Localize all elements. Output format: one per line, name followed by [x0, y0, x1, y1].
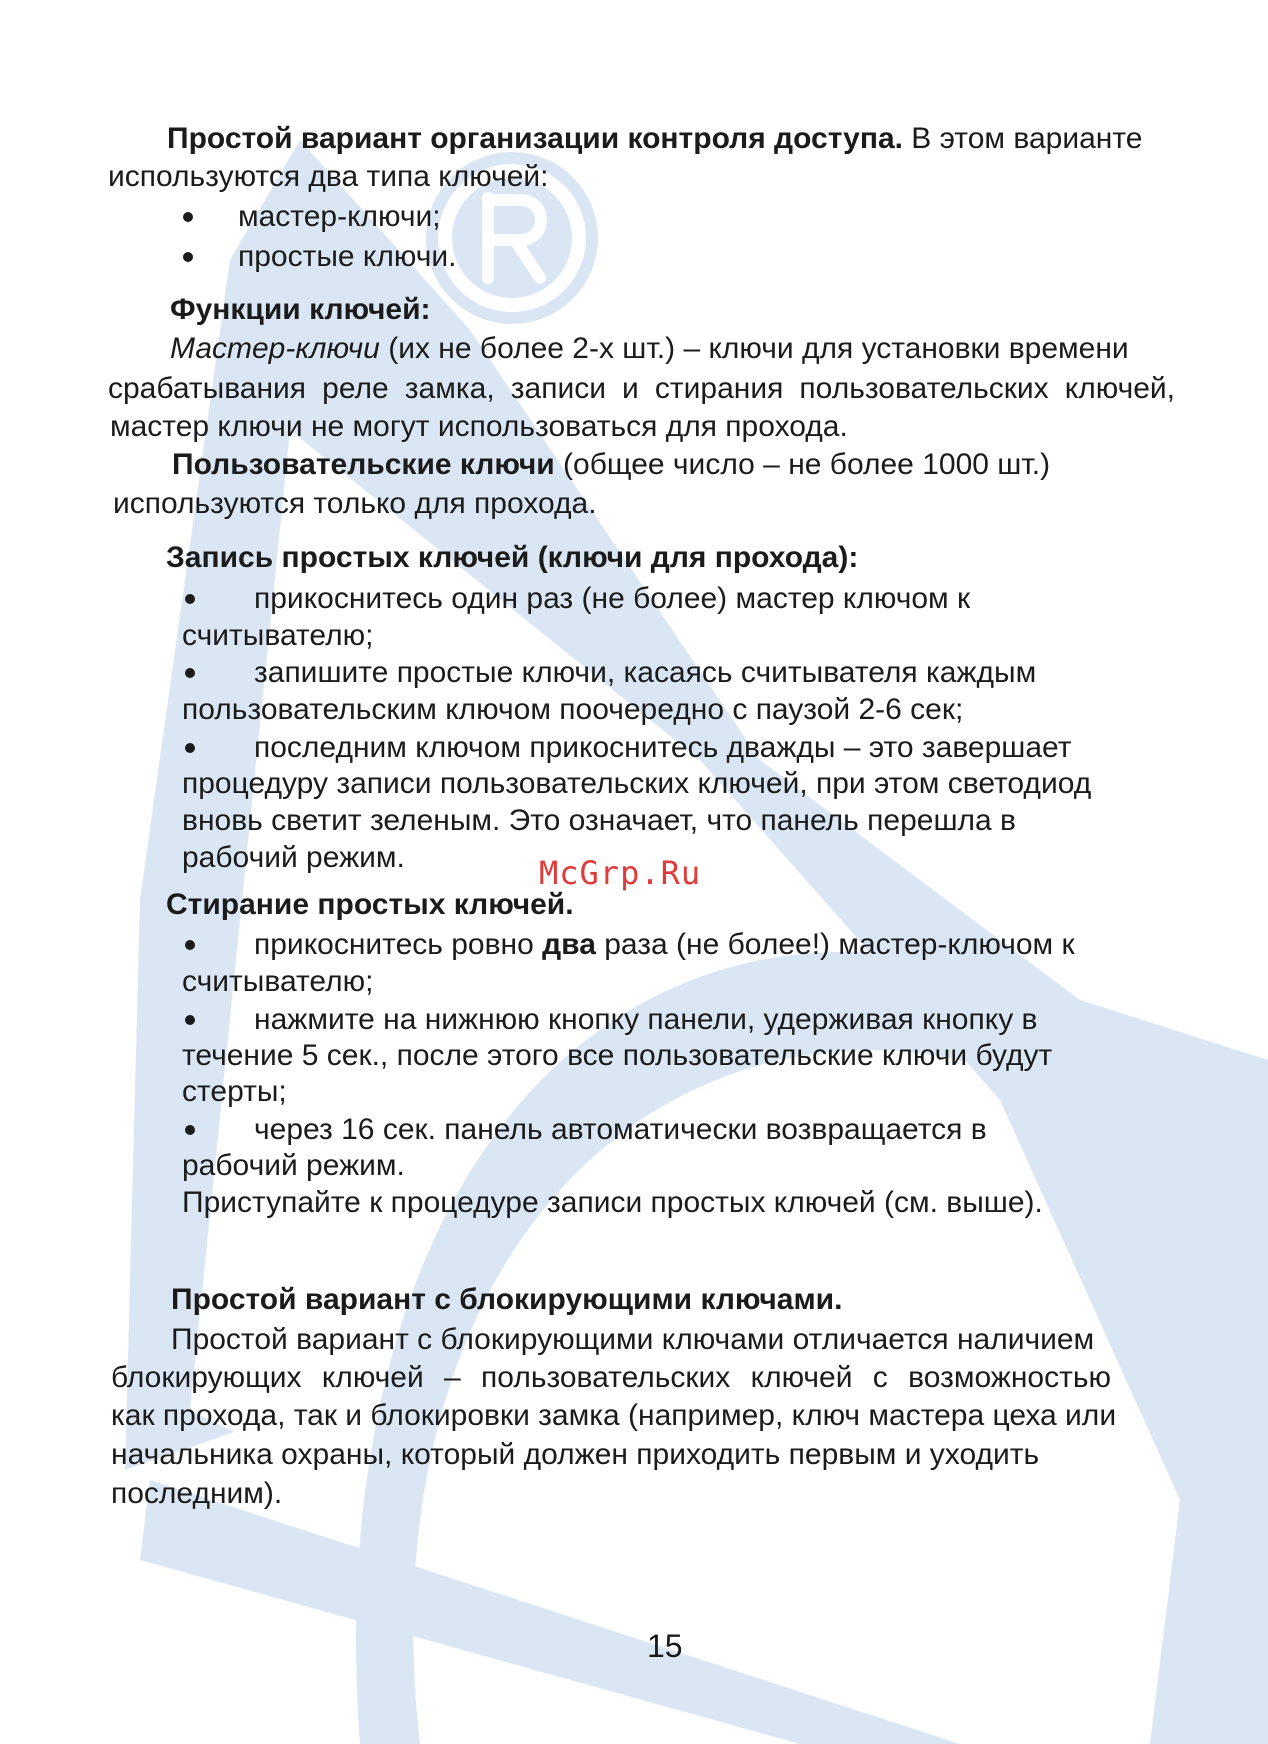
bullet-icon — [185, 668, 195, 678]
write-step3-line4: рабочий режим. — [182, 841, 405, 874]
write-step2-line2: пользовательским ключом поочередно с паузой 2-6 сек; — [182, 693, 964, 726]
master-keys-desc: (их не более 2-х шт.) – ключи для установки времени — [379, 332, 1129, 365]
master-keys-line3: мастер ключи не могут использоваться для прохода. — [110, 410, 848, 443]
intro-paragraph-line1 — [167, 124, 1142, 154]
section-heading-erase-simple-keys: Стирание простых ключей. — [166, 888, 574, 921]
user-keys-line2: используются только для прохода. — [113, 487, 597, 520]
master-keys-term: Мастер-ключи — [170, 332, 380, 365]
erase-step1-post: раза (не более!) мастер-ключом к — [595, 928, 1075, 961]
erase-step2-line2: течение 5 сек., после этого все пользовательские ключи будут — [182, 1039, 1053, 1072]
write-step3-line1: последним ключом прикоснитесь дважды – это завершает — [254, 731, 1072, 764]
site-watermark-text: McGrp.Ru — [539, 854, 702, 892]
bullet-icon — [183, 212, 193, 222]
bullet-icon — [185, 594, 195, 604]
erase-step1-count: два — [542, 928, 596, 961]
blocking-keys-line4: начальника охраны, который должен приходить первым и уходить — [111, 1438, 1040, 1471]
section-heading-blocking-keys: Простой вариант с блокирующими ключами. — [171, 1283, 843, 1316]
page-number: 15 — [647, 1628, 683, 1664]
blocking-keys-line1: Простой вариант с блокирующими ключами отличается наличием — [171, 1323, 1095, 1356]
erase-step1-line1 — [254, 930, 1075, 960]
master-keys-line2: срабатывания реле замка, записи и стирания пользовательских ключей, — [108, 372, 1175, 405]
section-heading-write-simple-keys: Запись простых ключей (ключи для прохода): — [166, 541, 859, 574]
erase-tail-note: Приступайте к процедуре записи простых ключей (см. выше). — [182, 1186, 1043, 1219]
section-heading-key-functions: Функции ключей: — [170, 293, 431, 326]
write-step3-line2: процедуру записи пользовательских ключей, при этом светодиод — [182, 767, 1092, 800]
write-step1-line2: считывателю; — [182, 619, 374, 652]
erase-step3-line1: через 16 сек. панель автоматически возвращается в — [254, 1113, 987, 1146]
bullet-icon — [183, 252, 193, 262]
blocking-keys-line2: блокирующих ключей – пользовательских ключей с возможностью — [111, 1361, 1111, 1394]
blocking-keys-line5: последним). — [111, 1477, 283, 1510]
user-keys-term: Пользовательские ключи — [172, 448, 555, 481]
write-step1-line1: прикоснитесь один раз (не более) мастер ключом к — [254, 582, 971, 615]
erase-step1-pre: прикоснитесь ровно — [254, 928, 543, 961]
user-keys-desc: (общее число – не более 1000 шт.) — [554, 448, 1051, 481]
erase-step1-line2: считывателю; — [182, 965, 374, 998]
bullet-icon — [185, 940, 195, 950]
erase-step3-line2: рабочий режим. — [182, 1149, 405, 1182]
key-type-item-master: мастер-ключи; — [238, 200, 441, 233]
blocking-keys-line3: как прохода, так и блокировки замка (например, ключ мастера цеха или — [111, 1399, 1117, 1432]
write-step2-line1: запишите простые ключи, касаясь считывателя каждым — [254, 656, 1037, 689]
intro-paragraph-line2: используются два типа ключей: — [108, 160, 549, 193]
master-keys-line1 — [170, 334, 1129, 364]
bullet-icon — [185, 743, 195, 753]
key-type-item-simple: простые ключи. — [238, 240, 457, 273]
erase-step2-line3: стерты; — [182, 1075, 287, 1108]
user-keys-line1 — [172, 450, 1050, 480]
erase-step2-line1: нажмите на нижнюю кнопку панели, удерживая кнопку в — [254, 1003, 1038, 1036]
section-heading-simple-access: Простой вариант организации контроля доступа. — [167, 122, 903, 155]
bullet-icon — [185, 1125, 195, 1135]
write-step3-line3: вновь светит зеленым. Это означает, что панель перешла в — [182, 804, 1016, 837]
intro-text-tail: В этом варианте — [902, 122, 1143, 155]
bullet-icon — [185, 1015, 195, 1025]
